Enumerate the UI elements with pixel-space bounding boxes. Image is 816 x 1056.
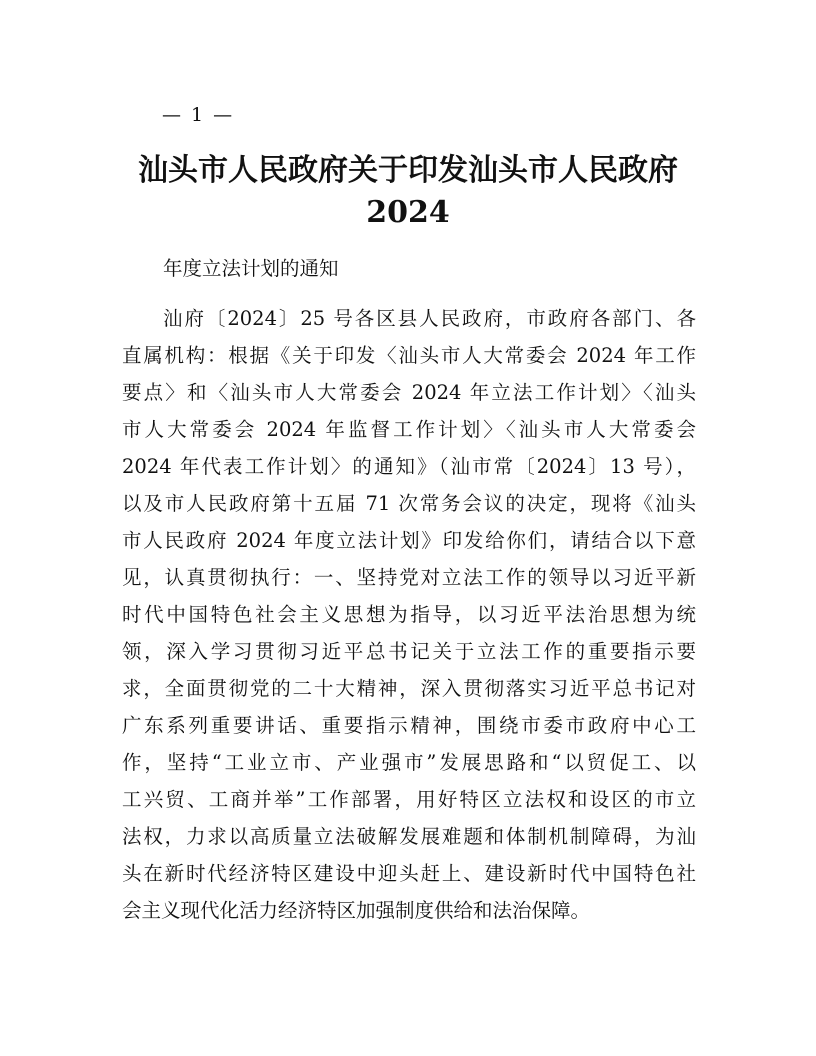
body-line-9: 时代中国特色社会主义思想为指导，以习近平法治思想为统 [122, 603, 696, 626]
body-line-8: 见，认真贯彻执行：一、坚持党对立法工作的领导以习近平新 [122, 566, 696, 589]
page-number: — 1 — [162, 104, 235, 126]
body-line-5: 2024 年代表工作计划〉的通知》（汕市常〔2024〕13 号）， [122, 455, 696, 478]
body-line-4: 市人大常委会 2024 年监督工作计划〉〈汕头市人大常委会 [122, 418, 696, 441]
body-line-10: 领，深入学习贯彻习近平总书记关于立法工作的重要指示要 [122, 640, 696, 663]
document-title-line-2: 2024 [366, 195, 450, 230]
body-line-14: 工兴贸、工商并举”工作部署，用好特区立法权和设区的市立 [122, 788, 696, 811]
body-line-7: 市人民政府 2024 年度立法计划》印发给你们，请结合以下意 [122, 529, 696, 552]
body-line-1: 汕府〔2024〕25 号各区县人民政府，市政府各部门、各 [163, 307, 696, 330]
body-line-3: 要点〉和〈汕头市人大常委会 2024 年立法工作计划〉〈汕头 [122, 381, 696, 404]
document-subtitle: 年度立法计划的通知 [163, 257, 339, 280]
body-line-16: 头在新时代经济特区建设中迎头赶上、建设新时代中国特色社 [122, 862, 696, 885]
body-line-12: 广东系列重要讲话、重要指示精神，围绕市委市政府中心工 [122, 714, 696, 737]
body-line-6: 以及市人民政府第十五届 71 次常务会议的决定，现将《汕头 [122, 492, 696, 515]
body-line-13: 作，坚持“工业立市、产业强市”发展思路和“以贸促工、以 [122, 751, 696, 774]
body-line-2: 直属机构：根据《关于印发〈汕头市人大常委会 2024 年工作 [122, 344, 696, 367]
document-title-line-1: 汕头市人民政府关于印发汕头市人民政府 [138, 153, 678, 188]
body-line-11: 求，全面贯彻党的二十大精神，深入贯彻落实习近平总书记对 [122, 677, 696, 700]
body-line-17: 会主义现代化活力经济特区加强制度供给和法治保障。 [122, 899, 591, 922]
body-line-15: 法权，力求以高质量立法破解发展难题和体制机制障碍，为汕 [122, 825, 696, 848]
